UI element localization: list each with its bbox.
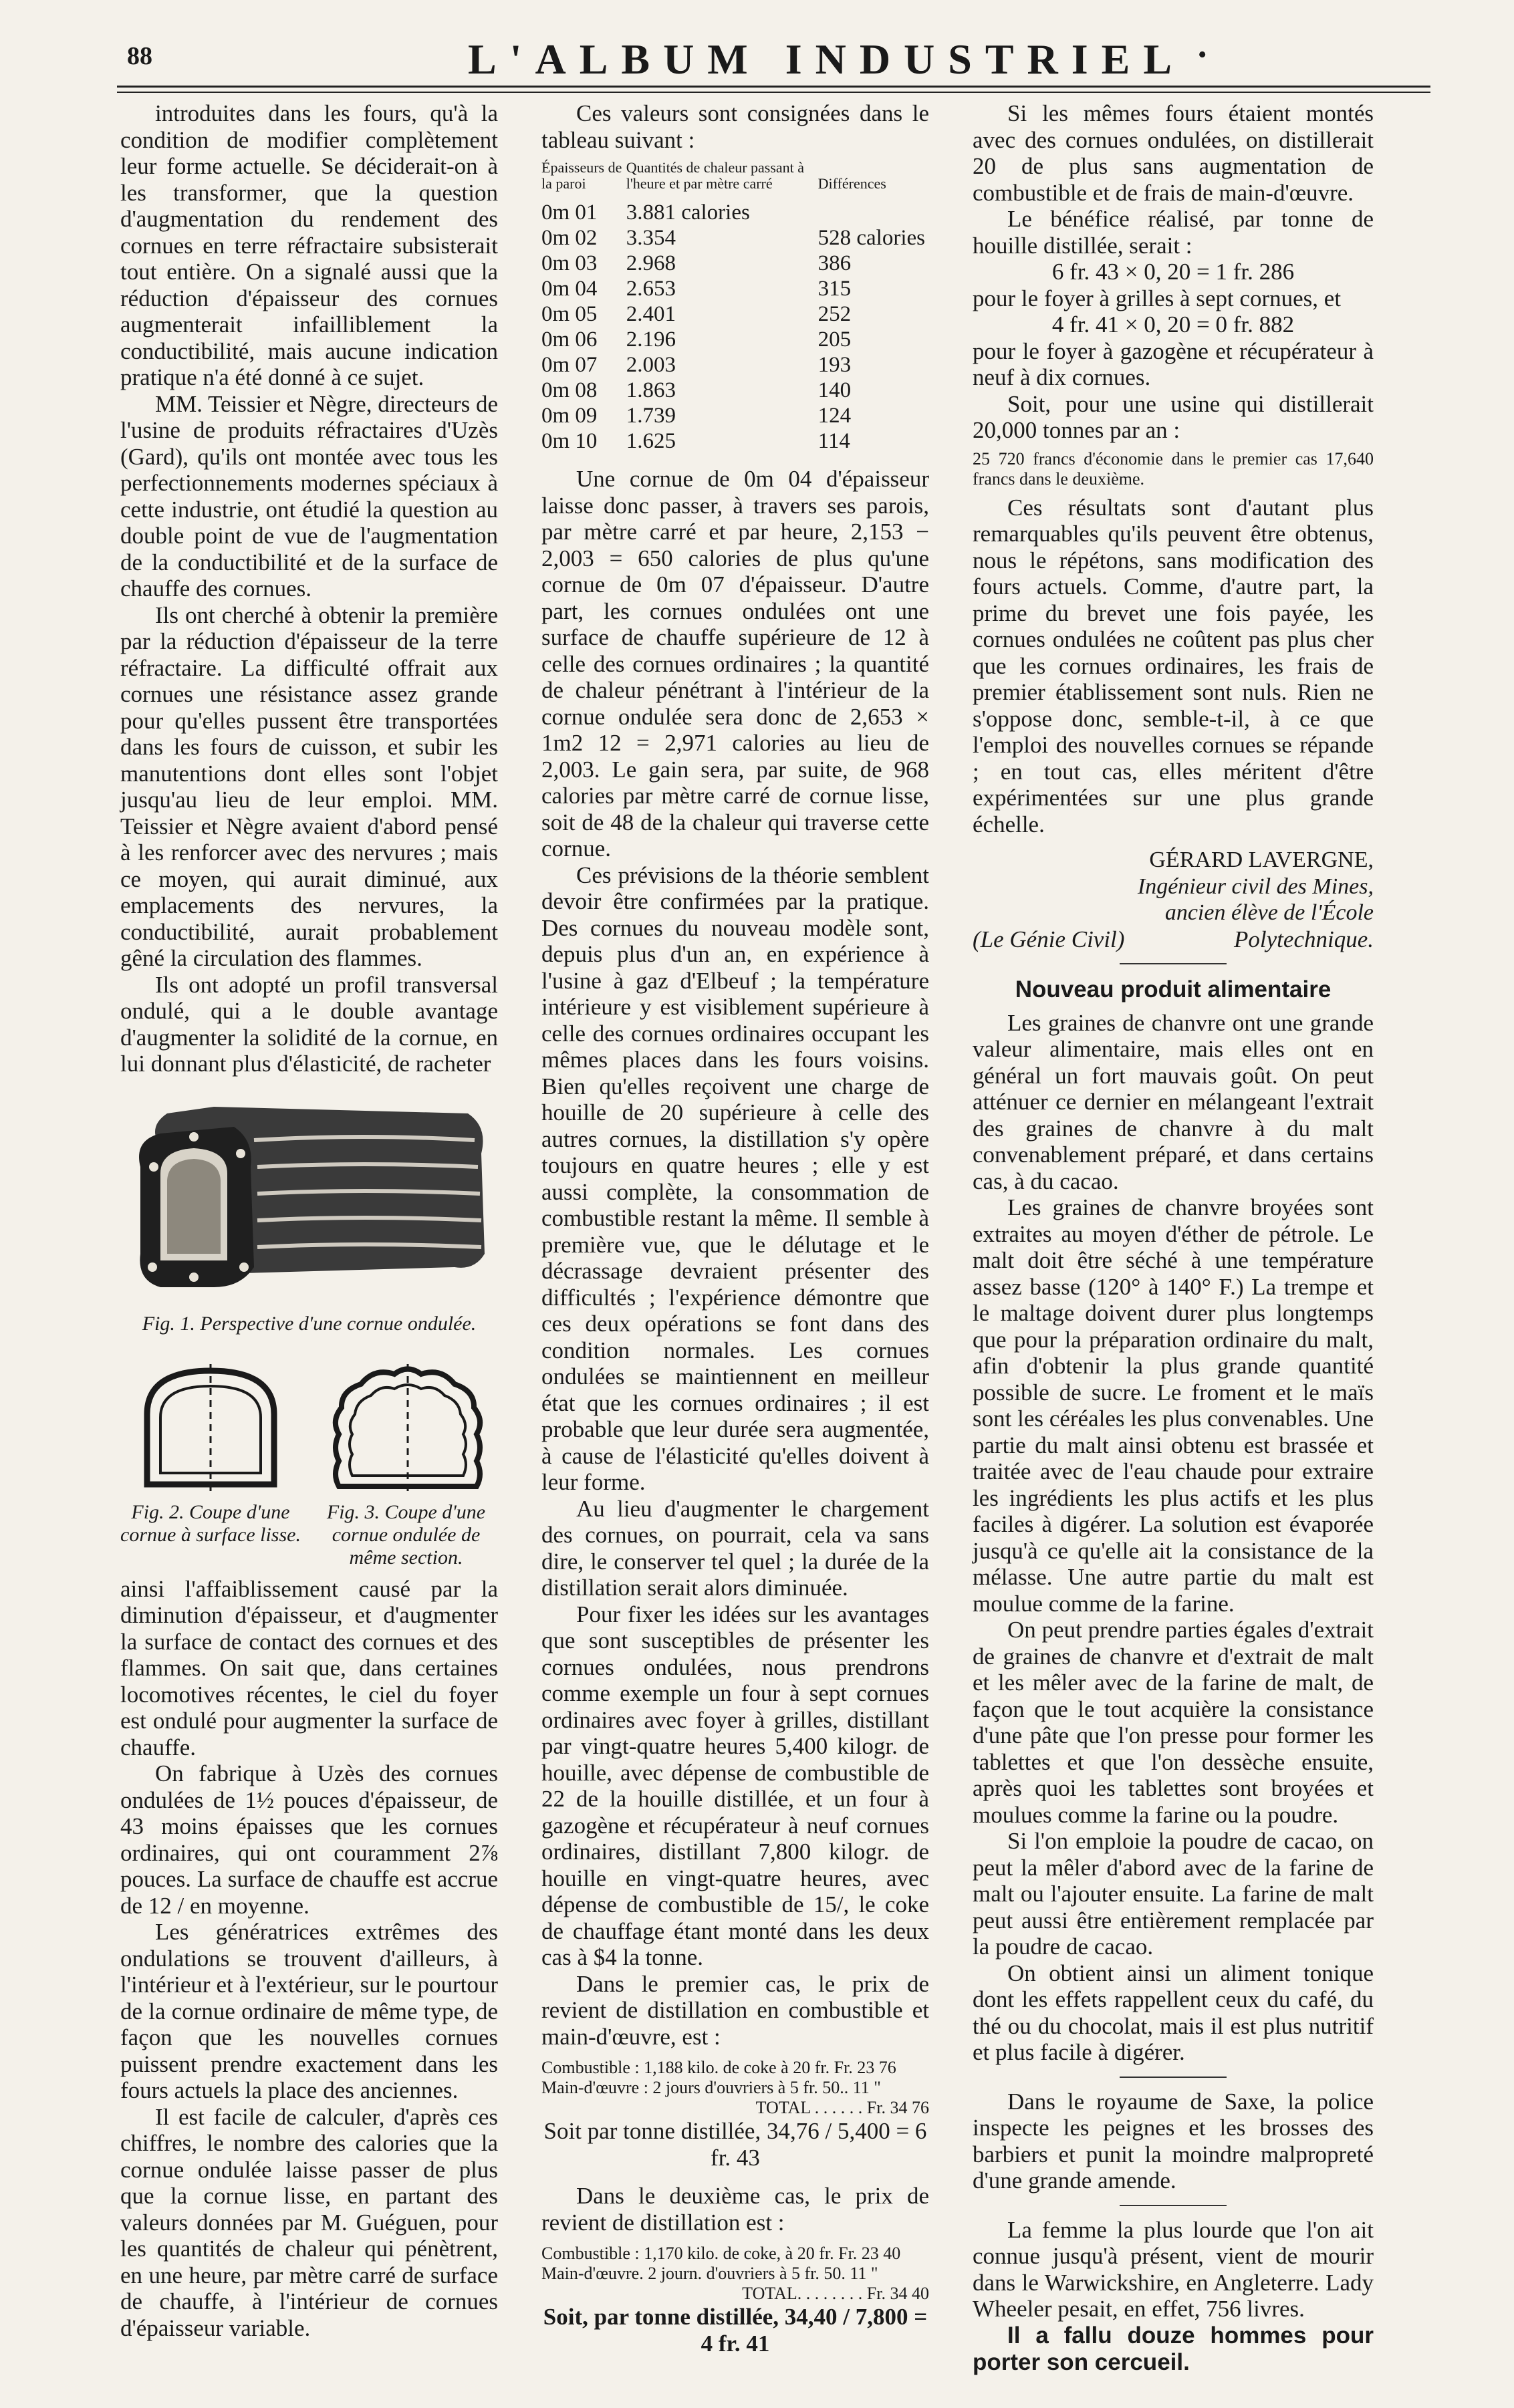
- cost-line: Main-d'œuvre. 2 journ. d'ouvriers à 5 fr. 50. 11 ": [541, 2264, 878, 2283]
- divider: [1120, 963, 1227, 964]
- table-cell: 2.401: [626, 302, 676, 326]
- paragraph: Si les mêmes fours étaient montés avec des cornues ondulées, on distillerait 20 de plus sans augmentation de combustible et de frais de main-d'œuvre.: [973, 100, 1374, 206]
- paragraph: ainsi l'affaiblissement causé par la diminution d'épaisseur, et d'augmenter la surface de contact des cornues et des flammes. On sait que, dans certaines locomotives récentes, le ciel du foyer est ondulé pour augmenter la surface de chauffe.: [120, 1575, 498, 1760]
- table-cell: 0m 09: [541, 404, 598, 428]
- cost-total: TOTAL . . . . . . Fr. 34 76: [755, 2098, 929, 2117]
- table-cell: 0m 02: [541, 226, 598, 250]
- cost-line: Combustible : 1,188 kilo. de coke à 20 fr. Fr. 23 76: [541, 2058, 896, 2077]
- paragraph: Dans le deuxième cas, le prix de revient de distillation est :: [541, 2183, 929, 2236]
- table-cell: 0m 04: [541, 277, 598, 301]
- figure-2-caption: Fig. 2. Coupe d'une cornue à surface lisse.: [120, 1500, 301, 1546]
- table-cell: 315: [817, 277, 852, 301]
- paragraph: Il a fallu douze hommes pour porter son cercueil.: [973, 2322, 1374, 2375]
- table-body: [541, 200, 929, 454]
- author-title: Ingénieur civil des Mines,: [1137, 874, 1374, 899]
- cost-per-tonne: Soit par tonne distillée, 34,76 / 5,400 = 6 fr. 43: [543, 2118, 927, 2171]
- author-name: GÉRARD LAVERGNE,: [1149, 847, 1374, 872]
- header-ornament: •: [1198, 41, 1207, 69]
- table-row: [541, 352, 929, 378]
- table-cell: 0m 08: [541, 378, 598, 402]
- author-title: ancien élève de l'École: [1164, 900, 1374, 925]
- paragraph: On obtient ainsi un aliment tonique dont les effets rappellent ceux du café, du thé ou du chocolat, mais il est plus nutritif et plus facile à digérer.: [973, 1960, 1374, 2065]
- paragraph: Ces prévisions de la théorie semblent devoir être confirmées par la pratique. Des cornues du nouveau modèle sont, depuis plus d'un an, en expérience à l'usine à gaz d'Elbeuf ; la température intérieure y est visiblement supérieure à celle des cornues ordinaires occupant les mêmes places dans les fours voisins. Bien qu'elles reçoivent une charge de houille de 20 supérieure à celle des autres cornues, la distillation s'y opère toujours en quatre heures ; elle y est aussi complète, la consommation de combustible restant la même. Il semble à première vue, que le délutage et le décrassage devraient présenter des difficultés ; l'expérience démontre que ces deux opérations se font dans des condition normales. Les cornues ondulées se maintiennent en meilleur état que les cornues ordinaires ; il est probable que leur durée sera augmentée, à cause de l'élasticité qu'elles doivent à leur forme.: [541, 861, 929, 1495]
- author-title: Polytechnique.: [1234, 926, 1374, 952]
- table-row: [541, 327, 929, 352]
- divider: [1120, 2077, 1227, 2078]
- signature-line: [973, 926, 1374, 953]
- table-cell: 3.881 calories: [626, 200, 750, 225]
- savings-note: 25 720 francs d'économie dans le premier cas 17,640 francs dans le deuxième.: [973, 448, 1374, 489]
- table-cell: 0m 01: [541, 200, 598, 225]
- table-row: [541, 301, 929, 327]
- header-rule: [117, 86, 1430, 93]
- table-cell: 140: [817, 378, 852, 402]
- paragraph: introduites dans les fours, qu'à la condition de modifier complètement leur forme actuelle. Se déciderait-on à les transformer, que la question d'augmentation du rendement des cornues en terre réfractaire subsisterait tout entière. On a signalé aussi que la réduction d'épaisseur des cornues augmenterait infailliblement la conductibilité, mais aucune indication pratique n'a été donné à ce sujet.: [120, 100, 498, 390]
- paragraph: MM. Teissier et Nègre, directeurs de l'usine de produits réfractaires d'Uzès (Gard), qu'ils ont montée avec tous les perfectionnements modernes spéciaux à cette industrie, ont étudié la question au double point de vue de l'augmentation de la conductibilité et de la surface de chauffe des cornues.: [120, 390, 498, 601]
- cost-line: Combustible : 1,170 kilo. de coke, à 20 fr. Fr. 23 40: [541, 2244, 901, 2263]
- paragraph: Les graines de chanvre ont une grande valeur alimentaire, mais elles ont en général un fort mauvais goût. On peut atténuer ce dernier en mélangeant l'extrait des graines de chanvre à du malt convenablement préparé, et dans certains cas, à du cacao.: [973, 1009, 1374, 1194]
- table-cell: 1.863: [626, 378, 676, 402]
- table-cell: 2.003: [626, 353, 676, 377]
- table-cell: 193: [817, 353, 852, 377]
- paragraph: Dans le premier cas, le prix de revient de distillation en combustible et main-d'œuvre, est :: [541, 1970, 929, 2050]
- paragraph: Le bénéfice réalisé, par tonne de houille distillée, serait :: [973, 206, 1374, 259]
- table-cell: 205: [817, 327, 852, 352]
- table-row: [541, 276, 929, 301]
- table-header: Quantités de chaleur passant à l'heure et par mètre carré: [626, 159, 805, 192]
- paragraph: Dans le royaume de Saxe, la police inspecte les peignes et les brosses des barbiers et punit la moindre malpropreté d'une grande amende.: [973, 2088, 1374, 2193]
- paragraph: Ils ont cherché à obtenir la première par la réduction d'épaisseur de la terre réfractaire. La difficulté offrait aux cornues une résistance assez grande pour qu'elles pussent être transportées dans les fours de cuisson, et subir les manutentions dont elles sont l'objet jusqu'au lieu de leur emploi. MM. Teissier et Nègre avaient d'abord pensé à les renforcer avec des nervures ; mais ce moyen, qui aurait diminué, aux emplacements des nervures, la conductibilité, aurait probablement gêné la circulation des flammes.: [120, 601, 498, 971]
- figure-3-caption: Fig. 3. Coupe d'une cornue ondulée de même section.: [326, 1500, 486, 1569]
- table-cell: 252: [817, 302, 852, 326]
- table-cell: 1.739: [626, 404, 676, 428]
- paragraph: Au lieu d'augmenter le chargement des cornues, on pourrait, cela va sans dire, le conserver tel quel ; la durée de la distillation serait alors diminuée.: [541, 1495, 929, 1601]
- column-3: [973, 100, 1374, 2376]
- figures-block: [120, 1087, 498, 1568]
- paragraph: Les graines de chanvre broyées sont extraites au moyen d'éther de pétrole. Le malt doit être séché à une température assez basse (120° à 140° F.) La trempe et le maltage doivent durer plus longtemps que pour la préparation ordinaire du malt, afin d'obtenir la plus grande quantité possible de sucre. Le froment et le maïs sont les céréales les plus convenables. Une partie du malt ainsi obtenu est brassée et traitée avec de l'eau chaude pour extraire les ingrédients les plus actifs et les plus faciles à digérer. La solution est évaporée jusqu'à ce qu'elle ait la consistance de la mélasse. Une autre partie du malt est moulue comme de la farine.: [973, 1194, 1374, 1617]
- paragraph: La femme la plus lourde que l'on ait connue jusqu'à présent, vient de mourir dans le Warwickshire, en Angleterre. Lady Wheeler pesait, en effet, 756 livres.: [973, 2216, 1374, 2322]
- heat-transfer-table: [541, 160, 929, 454]
- paragraph: Les génératrices extrêmes des ondulations se trouvent d'ailleurs, à l'intérieur et à l'extérieur, sur le pourtour de la cornue ordinaire de même type, de façon que les nouvelles cornues puissent prendre exactement dans les fours actuels la place des anciennes.: [120, 1919, 498, 2103]
- paragraph: pour le foyer à gazogène et récupérateur à neuf à dix cornues.: [973, 338, 1374, 390]
- column-2: [541, 100, 929, 2357]
- table-header: Épaisseurs de la paroi: [541, 159, 622, 192]
- table-cell: 0m 03: [541, 251, 598, 275]
- paragraph: Pour fixer les idées sur les avantages que sont susceptibles de présenter les cornues ondulées, nous prendrons comme exemple un four à sept cornues ordinaires avec foyer à grilles, distillant par vingt-quatre heures 5,400 kilogr. de houille, avec dépense de combustible de 22 de la houille distillée, et un four à gazogène et récupérateur à neuf cornues ordinaires, distillant 7,800 kilogr. de houille en vingt-quatre heures, avec dépense de combustible de 15/, le coke de chauffage étant monté dans les deux cas à $4 la tonne.: [541, 1601, 929, 1970]
- paragraph: Ces résultats sont d'autant plus remarquables qu'ils peuvent être obtenus, nous le répétons, sans modification des fours actuels. Comme, d'autre part, la prime du brevet une fois payée, les cornues ondulées ne coûtent pas plus cher que les cornues ordinaires, les frais de premier établissement sont nuls. Rien ne s'oppose donc, semble-t-il, à ce que l'emploi des nouvelles cornues se répande ; en tout cas, elles méritent d'être expérimentées sur une plus grande échelle.: [973, 494, 1374, 837]
- paragraph: On fabrique à Uzès des cornues ondulées de 1½ pouces d'épaisseur, de 43 moins épaisses que les cornues ordinaires, qui ont couramment 2⅞ pouces. La surface de chauffe est accrue de 12 / en moyenne.: [120, 1760, 498, 1919]
- table-cell: 0m 10: [541, 429, 598, 453]
- figure-2-smooth-retort-section: [134, 1361, 287, 1494]
- table-cell: 124: [817, 404, 852, 428]
- table-cell: 528 calories: [817, 226, 925, 250]
- table-row: [541, 428, 929, 454]
- column-1: [120, 100, 498, 2341]
- formula: 4 fr. 41 × 0, 20 = 0 fr. 882: [1051, 311, 1295, 338]
- running-title: L'ALBUM INDUSTRIEL: [468, 35, 1186, 83]
- table-row: [541, 251, 929, 276]
- table-cell: 0m 07: [541, 353, 598, 377]
- cost-total: TOTAL. . . . . . . . Fr. 34 40: [742, 2284, 929, 2303]
- table-cell: [818, 200, 929, 225]
- table-cell: 0m 06: [541, 327, 598, 352]
- paragraph: Ils ont adopté un profil transversal ondulé, qui a le double avantage d'augmenter la solidité de la cornue, en lui donnant plus d'élasticité, de racheter: [120, 971, 498, 1077]
- table-cell: 3.354: [626, 226, 676, 250]
- paragraph: pour le foyer à grilles à sept cornues, et: [973, 285, 1342, 311]
- article-heading: Nouveau produit alimentaire: [1015, 976, 1332, 1002]
- table-header: Différences: [817, 175, 886, 192]
- table-row: [541, 225, 929, 251]
- paragraph: Une cornue de 0m 04 d'épaisseur laisse donc passer, à travers ses parois, par mètre carré et par heure, 2,153 − 2,003 = 650 calories de plus qu'une cornue de 0m 07 d'épaisseur. D'autre part, les cornues ondulées ont une surface de chauffe supérieure de 12 à celle des cornues ordinaires ; la quantité de chaleur pénétrant à l'intérieur de la cornue ondulée sera donc de 2,653 × 1m2 12 = 2,971 calories au lieu de 2,003. Le gain sera, par suite, de 968 calories par mètre carré de cornue lisse, soit de 48 de la chaleur qui traverse cette cornue.: [541, 466, 929, 861]
- figure-1-caption: Fig. 1. Perspective d'une cornue ondulée.: [142, 1312, 477, 1335]
- paragraph: Soit, pour une usine qui distillerait 20,000 tonnes par an :: [973, 390, 1374, 443]
- table-cell: 114: [817, 429, 850, 453]
- figure-1-corrugated-retort-perspective: [120, 1087, 498, 1307]
- formula: 6 fr. 43 × 0, 20 = 1 fr. 286: [1051, 259, 1295, 285]
- paragraph: Si l'on emploie la poudre de cacao, on peut la mêler d'abord avec de la farine de malt ou l'ajouter ensuite. La farine de malt peut aussi être entièrement remplacée par la poudre de cacao.: [973, 1828, 1374, 1960]
- table-cell: 0m 05: [541, 302, 598, 326]
- paragraph: On peut prendre parties égales d'extrait de graines de chanvre et d'extrait de malt et les mêler avec de la farine de malt, de façon que le tout acquière la consistance d'une pâte que l'on presse pour former les tablettes et que l'on dessèche ensuite, après quoi les tablettes sont broyées et moulues comme la farine ou la poudre.: [973, 1617, 1374, 1828]
- source-credit: (Le Génie Civil): [973, 926, 1125, 952]
- figure-3-corrugated-retort-section: [324, 1361, 491, 1494]
- table-cell: 2.196: [626, 327, 676, 352]
- table-row: [541, 200, 929, 225]
- table-cell: 2.653: [626, 277, 676, 301]
- table-cell: 386: [817, 251, 852, 275]
- paragraph: Il est facile de calculer, d'après ces chiffres, le nombre des calories que la cornue ondulée laisse passer de plus que la cornue lisse, en partant des valeurs données par M. Guéguen, pour les quantités de chaleur qui pénètrent, en une heure, par mètre carré de surface de chauffe, à l'intérieur de cornues d'épaisseur variable.: [120, 2103, 498, 2341]
- paragraph: Ces valeurs sont consignées dans le tableau suivant :: [541, 100, 929, 153]
- table-row: [541, 403, 929, 428]
- cost-per-tonne: Soit, par tonne distillée, 34,40 / 7,800 = 4 fr. 41: [543, 2304, 928, 2357]
- cost-line: Main-d'œuvre : 2 jours d'ouvriers à 5 fr. 50.. 11 ": [541, 2078, 881, 2097]
- page-number: 88: [127, 42, 152, 70]
- table-row: [541, 378, 929, 403]
- divider: [1120, 2205, 1227, 2206]
- table-cell: 1.625: [626, 429, 676, 453]
- table-cell: 2.968: [626, 251, 676, 275]
